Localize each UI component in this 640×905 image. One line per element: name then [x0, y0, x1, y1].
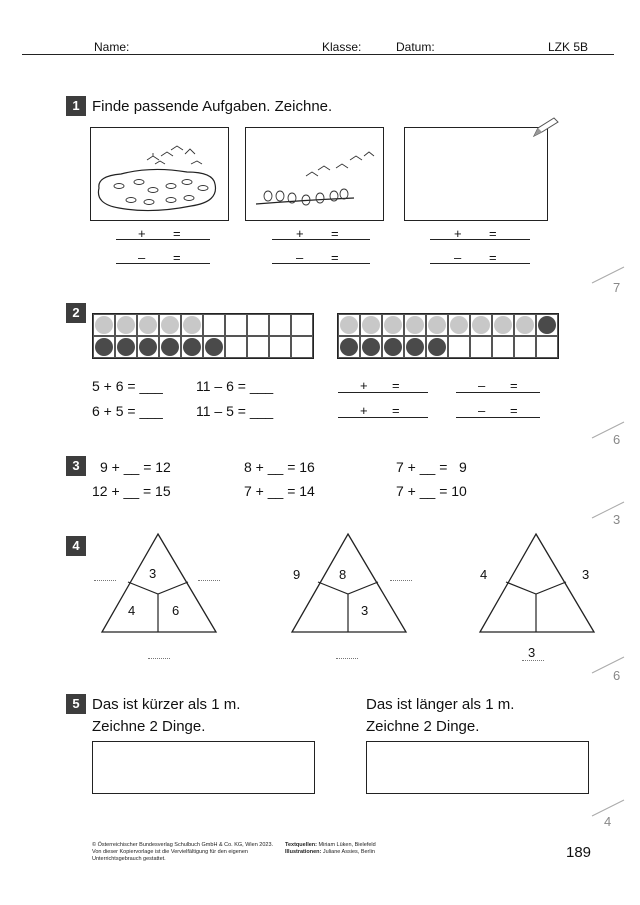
- counter-dark: [139, 338, 157, 356]
- frame-cell: [382, 336, 404, 358]
- text-credit-label: Textquellen:: [285, 842, 317, 848]
- answer-line[interactable]: [338, 392, 428, 393]
- counter-light: [95, 316, 113, 334]
- plus-sign: +: [138, 226, 146, 241]
- frame-cell: [536, 314, 558, 336]
- counter-light: [139, 316, 157, 334]
- test-code: LZK 5B: [548, 40, 589, 54]
- frame-cell: [93, 314, 115, 336]
- task-1-badge: 1: [66, 96, 86, 116]
- class-label: Klasse:: [322, 40, 362, 54]
- publisher-line-2: Von dieser Kopiervorlage ist die Vervielfältigung für den eigenen: [92, 849, 248, 855]
- frame-cell: [448, 314, 470, 336]
- plus-sign: +: [454, 226, 462, 241]
- equation: 9 + __ = 12: [100, 459, 171, 475]
- picture-box-ducks: [90, 127, 229, 221]
- counter-dark: [117, 338, 135, 356]
- frame-cell: [291, 314, 313, 336]
- frame-cell: [159, 336, 181, 358]
- publisher-line-1: © Österreichischer Bundesverlag Schulbuch GmbH & Co. KG, Wien 2023.: [92, 842, 274, 848]
- equals-sign: =: [392, 403, 400, 418]
- answer-line[interactable]: [430, 263, 530, 264]
- task-5-right-line-2: Zeichne 2 Dinge.: [366, 718, 480, 735]
- equation: 8 + __ = 16: [244, 459, 315, 475]
- answer-line[interactable]: [116, 239, 210, 240]
- frame-cell: [115, 336, 137, 358]
- answer-line[interactable]: [338, 417, 428, 418]
- counter-dark: [538, 316, 556, 334]
- equation: 12 + __ = 15: [92, 483, 171, 499]
- equation: 11 – 5 = ___: [196, 403, 274, 419]
- triangle-2-top: 8: [339, 567, 347, 582]
- header-rule: [22, 54, 614, 55]
- score-slash: [590, 420, 626, 440]
- triangle-1-left: 4: [128, 603, 136, 618]
- minus-sign: –: [138, 250, 146, 265]
- equals-sign: =: [392, 378, 400, 393]
- triangle-1-right: 6: [172, 603, 180, 618]
- publisher-line-3: Unterrichtsgebrauch gestattet.: [92, 856, 166, 862]
- frame-cell: [137, 336, 159, 358]
- minus-sign: –: [478, 378, 486, 393]
- score-mark: 4: [604, 814, 612, 829]
- picture-box-empty[interactable]: [404, 127, 548, 221]
- frame-cell: [426, 314, 448, 336]
- ten-frame-right: [337, 313, 559, 359]
- birds-illustration: [246, 128, 383, 220]
- equals-sign: =: [510, 403, 518, 418]
- counter-dark: [340, 338, 358, 356]
- frame-cell: [159, 314, 181, 336]
- frame-cell: [225, 336, 247, 358]
- answer-blank[interactable]: [94, 580, 116, 581]
- text-credit-value: Miriam Lüken, Bielefeld: [318, 842, 376, 848]
- answer-blank[interactable]: [522, 660, 544, 661]
- task-1-title: Finde passende Aufgaben. Zeichne.: [92, 98, 333, 115]
- equation: 7 + __ = 10: [396, 483, 467, 499]
- answer-line[interactable]: [116, 263, 210, 264]
- frame-cell: [536, 336, 558, 358]
- counter-light: [472, 316, 490, 334]
- frame-cell: [137, 314, 159, 336]
- frame-cell: [247, 314, 269, 336]
- drawing-box-longer[interactable]: [366, 741, 589, 794]
- date-label: Datum:: [396, 40, 435, 54]
- name-label: Name:: [94, 40, 130, 54]
- equation: 11 – 6 = ___: [196, 378, 274, 394]
- triangle-1-top: 3: [149, 566, 157, 581]
- answer-blank[interactable]: [390, 580, 412, 581]
- frame-cell: [291, 336, 313, 358]
- task-2-badge: 2: [66, 303, 86, 323]
- counter-light: [340, 316, 358, 334]
- equals-sign: =: [510, 378, 518, 393]
- triangle-2-outer-left: 9: [293, 567, 301, 582]
- pencil-icon: [532, 116, 560, 138]
- frame-cell: [225, 314, 247, 336]
- number-triangle-1: [100, 532, 218, 634]
- counter-light: [450, 316, 468, 334]
- score-mark: 3: [613, 512, 621, 527]
- illustration-credit-value: Juliane Assies, Berlin: [322, 849, 375, 855]
- frame-cell: [492, 314, 514, 336]
- equation: 7 + __ = 9: [396, 459, 467, 475]
- frame-cell: [203, 314, 225, 336]
- minus-sign: –: [296, 250, 304, 265]
- counter-light: [362, 316, 380, 334]
- counter-light: [117, 316, 135, 334]
- triangle-3-outer-right: 3: [582, 567, 590, 582]
- task-5-badge: 5: [66, 694, 86, 714]
- answer-line[interactable]: [272, 239, 370, 240]
- answer-blank[interactable]: [336, 658, 358, 659]
- frame-cell: [269, 336, 291, 358]
- frame-cell: [404, 336, 426, 358]
- minus-sign: –: [478, 403, 486, 418]
- score-mark: 6: [613, 668, 621, 683]
- frame-cell: [470, 336, 492, 358]
- frame-cell: [514, 314, 536, 336]
- frame-cell: [470, 314, 492, 336]
- frame-cell: [247, 336, 269, 358]
- plus-sign: +: [296, 226, 304, 241]
- equals-sign: =: [331, 250, 339, 265]
- equals-sign: =: [489, 226, 497, 241]
- frame-cell: [338, 314, 360, 336]
- frame-cell: [360, 314, 382, 336]
- task-5-right-line-1: Das ist länger als 1 m.: [366, 696, 515, 713]
- picture-box-birds: [245, 127, 384, 221]
- frame-cell: [181, 314, 203, 336]
- page-number: 189: [566, 844, 592, 861]
- triangle-3-bottom: 3: [528, 645, 536, 660]
- equals-sign: =: [173, 226, 181, 241]
- equals-sign: =: [331, 226, 339, 241]
- task-5-left-line-2: Zeichne 2 Dinge.: [92, 718, 206, 735]
- frame-cell: [338, 336, 360, 358]
- counter-light: [428, 316, 446, 334]
- score-slash: [590, 265, 626, 285]
- frame-cell: [203, 336, 225, 358]
- answer-line[interactable]: [456, 392, 540, 393]
- equation: 5 + 6 = ___: [92, 378, 163, 394]
- equation: 7 + __ = 14: [244, 483, 315, 499]
- counter-dark: [384, 338, 402, 356]
- counter-light: [494, 316, 512, 334]
- answer-blank[interactable]: [198, 580, 220, 581]
- publisher-notice: [92, 842, 282, 863]
- score-slash: [590, 500, 626, 520]
- counter-dark: [362, 338, 380, 356]
- frame-cell: [404, 314, 426, 336]
- frame-cell: [360, 336, 382, 358]
- number-triangle-3: [478, 532, 596, 634]
- counter-light: [384, 316, 402, 334]
- counter-light: [406, 316, 424, 334]
- frame-cell: [492, 336, 514, 358]
- ducks-illustration: [91, 128, 228, 220]
- ten-frame-left: [92, 313, 314, 359]
- frame-cell: [426, 336, 448, 358]
- score-slash: [590, 655, 626, 675]
- counter-light: [183, 316, 201, 334]
- frame-cell: [181, 336, 203, 358]
- counter-dark: [183, 338, 201, 356]
- counter-dark: [406, 338, 424, 356]
- frame-cell: [93, 336, 115, 358]
- task-4-badge: 4: [66, 536, 86, 556]
- counter-dark: [428, 338, 446, 356]
- answer-line[interactable]: [430, 239, 530, 240]
- plus-sign: +: [360, 403, 368, 418]
- task-5-left-line-1: Das ist kürzer als 1 m.: [92, 696, 241, 713]
- illustration-credit-label: Illustrationen:: [285, 849, 322, 855]
- credits: [285, 842, 455, 856]
- plus-sign: +: [360, 378, 368, 393]
- equals-sign: =: [173, 250, 181, 265]
- equation: 6 + 5 = ___: [92, 403, 163, 419]
- equals-sign: =: [489, 250, 497, 265]
- number-triangle-2: [290, 532, 408, 634]
- frame-cell: [269, 314, 291, 336]
- frame-cell: [514, 336, 536, 358]
- answer-line[interactable]: [272, 263, 370, 264]
- frame-cell: [382, 314, 404, 336]
- counter-dark: [205, 338, 223, 356]
- counter-light: [161, 316, 179, 334]
- score-mark: 7: [613, 280, 621, 295]
- counter-dark: [161, 338, 179, 356]
- minus-sign: –: [454, 250, 462, 265]
- counter-dark: [95, 338, 113, 356]
- counter-light: [516, 316, 534, 334]
- drawing-box-shorter[interactable]: [92, 741, 315, 794]
- triangle-3-outer-left: 4: [480, 567, 488, 582]
- frame-cell: [115, 314, 137, 336]
- answer-blank[interactable]: [148, 658, 170, 659]
- score-mark: 6: [613, 432, 621, 447]
- triangle-2-right: 3: [361, 603, 369, 618]
- frame-cell: [448, 336, 470, 358]
- answer-line[interactable]: [456, 417, 540, 418]
- task-3-badge: 3: [66, 456, 86, 476]
